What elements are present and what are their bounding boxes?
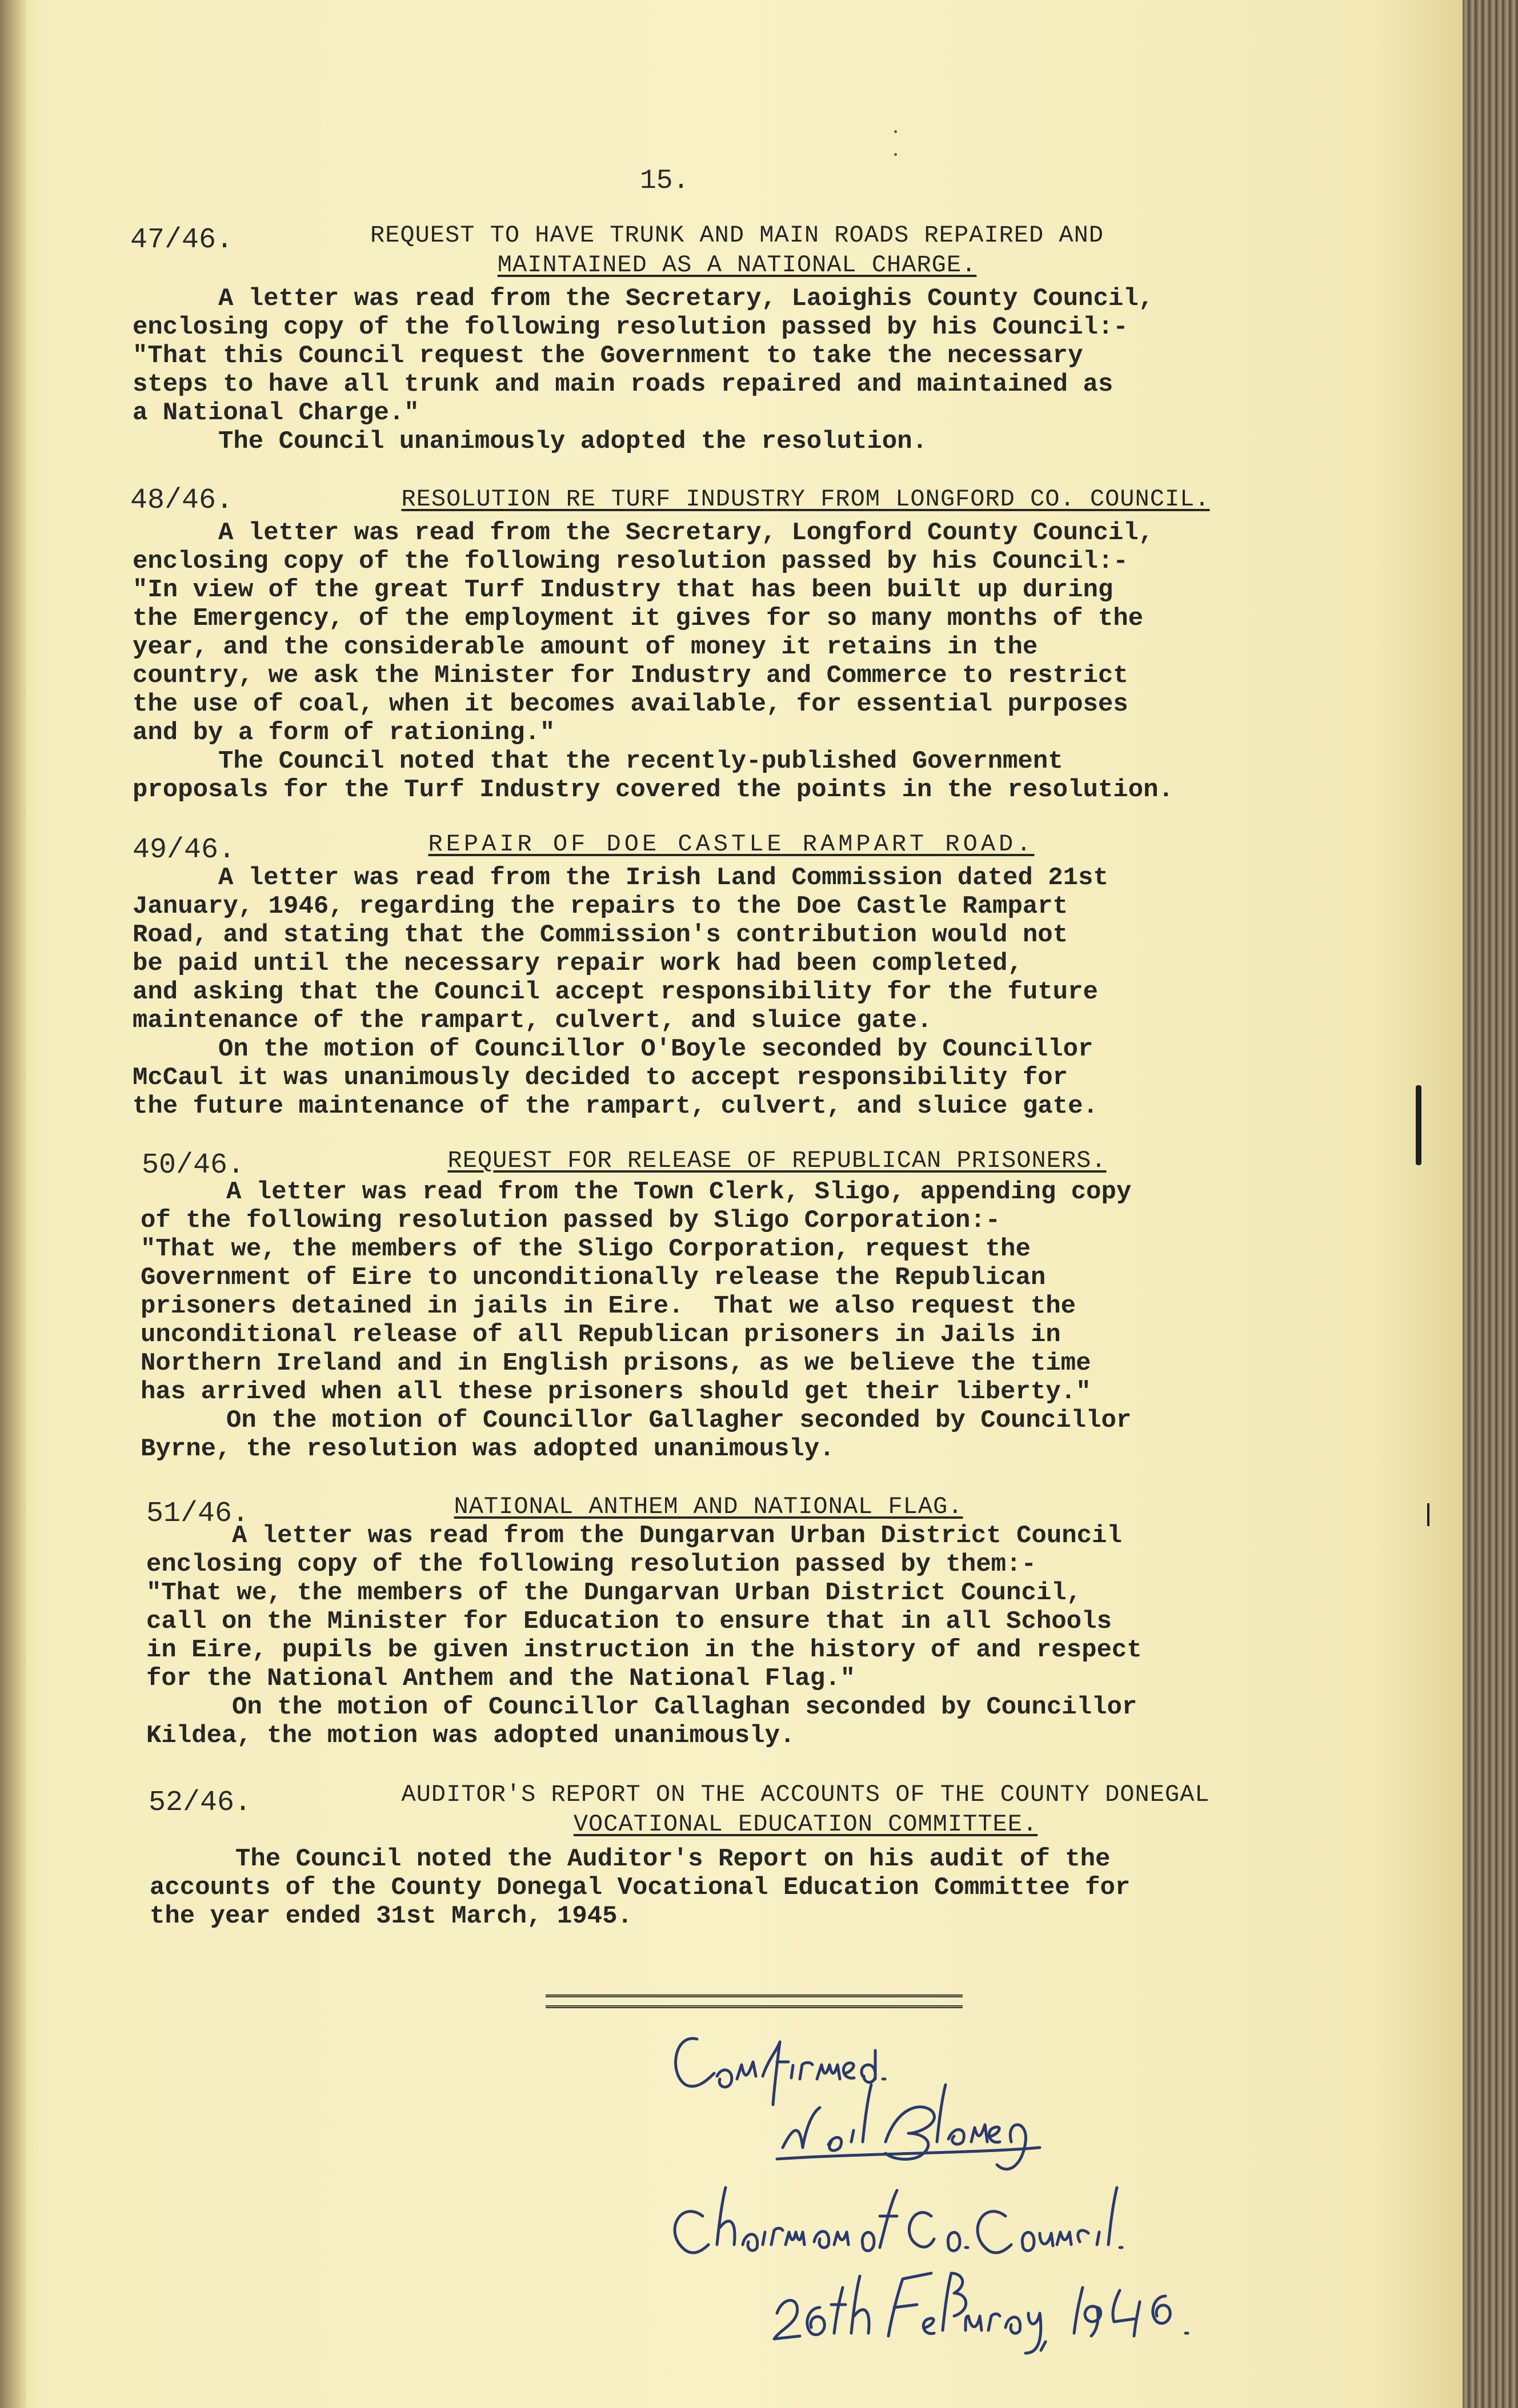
entry-body xyxy=(150,1845,1349,1931)
heading-line: REQUEST FOR RELEASE OF REPUBLICAN PRISONERS. xyxy=(447,1147,1107,1174)
body-line: and asking that the Council accept responsibility for the future xyxy=(133,978,1098,1006)
body-line: Government of Eire to unconditionally release the Republican xyxy=(141,1263,1046,1292)
body-line: prisoners detained in jails in Eire. That we also request the xyxy=(141,1292,1076,1321)
body-line: enclosing copy of the following resolution passed by his Council:- xyxy=(133,547,1128,576)
heading-line: AUDITOR'S REPORT ON THE ACCOUNTS OF THE COUNTY DONEGAL xyxy=(401,1781,1210,1808)
margin-ink-mark xyxy=(1427,1503,1429,1526)
body-line: a National Charge." xyxy=(133,399,419,427)
body-line: country, we ask the Minister for Industry and Commerce to restrict xyxy=(133,661,1128,690)
section-divider xyxy=(546,1994,963,2008)
body-line: January, 1946, regarding the repairs to the Doe Castle Rampart xyxy=(133,892,1068,921)
body-line: A letter was read from the Secretary, Laoighis County Council, xyxy=(218,284,1154,313)
body-line: On the motion of Councillor Gallagher seconded by Councillor xyxy=(226,1406,1132,1435)
body-line: Kildea, the motion was adopted unanimously. xyxy=(146,1721,795,1750)
entry-number: 51/46. xyxy=(146,1498,250,1530)
entry-heading xyxy=(303,220,1171,280)
entry-body xyxy=(133,864,1332,1121)
body-line: A letter was read from the Dungarvan Urban District Council xyxy=(232,1522,1122,1550)
body-line: On the motion of Councillor O'Boyle seconded by Councillor xyxy=(218,1035,1094,1063)
body-line: The Council unanimously adopted the resolution. xyxy=(218,427,928,456)
margin-ink-mark xyxy=(1416,1085,1421,1165)
entry-heading xyxy=(337,484,1274,514)
entry-heading xyxy=(394,829,1068,859)
paper-speck xyxy=(894,153,897,156)
body-line: of the following resolution passed by Sligo Corporation:- xyxy=(141,1206,1001,1235)
body-line: in Eire, pupils be given instruction in the history of and respect xyxy=(146,1636,1142,1664)
heading-line: MAINTAINED AS A NATIONAL CHARGE. xyxy=(497,251,977,279)
paper-speck xyxy=(894,130,897,133)
body-line: steps to have all trunk and main roads repaired and maintained as xyxy=(133,370,1114,399)
heading-line: RESOLUTION RE TURF INDUSTRY FROM LONGFORD CO. COUNCIL. xyxy=(401,485,1210,513)
body-line: enclosing copy of the following resolution passed by them:- xyxy=(146,1550,1036,1579)
entry-body xyxy=(133,519,1332,804)
heading-line: VOCATIONAL EDUCATION COMMITTEE. xyxy=(573,1811,1038,1838)
body-line: McCaul it was unanimously decided to accept responsibility for xyxy=(133,1063,1068,1092)
body-line: the year ended 31st March, 1945. xyxy=(150,1902,632,1931)
body-line: Northern Ireland and in English prisons, as we believe the time xyxy=(141,1349,1091,1378)
entry-body xyxy=(146,1522,1346,1750)
heading-line: REPAIR OF DOE CASTLE RAMPART ROAD. xyxy=(428,830,1035,858)
body-line: "That this Council request the Government to take the necessary xyxy=(133,342,1083,370)
entry-number: 50/46. xyxy=(142,1149,245,1182)
entry-number: 49/46. xyxy=(133,834,236,866)
body-line: call on the Minister for Education to ensure that in all Schools xyxy=(146,1607,1112,1636)
body-line: and by a form of rationing." xyxy=(133,719,555,747)
page-number: 15. xyxy=(640,166,690,196)
body-line: the future maintenance of the rampart, culvert, and sluice gate. xyxy=(133,1092,1098,1121)
body-line: The Council noted the Auditor's Report on his audit of the xyxy=(235,1845,1111,1873)
body-line: unconditional release of all Republican prisoners in Jails in xyxy=(141,1321,1061,1349)
heading-line: REQUEST TO HAVE TRUNK AND MAIN ROADS REPAIRED AND xyxy=(370,222,1104,249)
body-line: maintenance of the rampart, culvert, and sluice gate. xyxy=(133,1006,932,1035)
entry-heading xyxy=(394,1146,1160,1175)
body-line: "In view of the great Turf Industry that has been built up during xyxy=(133,576,1114,604)
body-line: has arrived when all these prisoners should get their liberty." xyxy=(141,1378,1091,1406)
entry-number: 47/46. xyxy=(130,224,234,256)
body-line: proposals for the Turf Industry covered the points in the resolution. xyxy=(133,776,1173,804)
body-line: "That we, the members of the Dungarvan Urban District Council, xyxy=(146,1579,1082,1607)
body-line: accounts of the County Donegal Vocational Education Committee for xyxy=(150,1873,1131,1902)
page-binding xyxy=(0,0,26,2408)
book-page-edges xyxy=(1463,0,1518,2408)
heading-line: NATIONAL ANTHEM AND NATIONAL FLAG. xyxy=(454,1493,963,1520)
body-line: "That we, the members of the Sligo Corporation, request the xyxy=(141,1235,1031,1263)
body-line: the use of coal, when it becomes available, for essential purposes xyxy=(133,690,1128,719)
entry-number: 48/46. xyxy=(130,484,234,517)
entry-heading xyxy=(337,1780,1274,1839)
handwritten-signature xyxy=(663,2022,1291,2387)
entry-number: 52/46. xyxy=(149,1787,252,1819)
body-line: Road, and stating that the Commission's contribution would not xyxy=(133,921,1068,949)
body-line: be paid until the necessary repair work had been completed, xyxy=(133,949,1023,978)
entry-heading xyxy=(400,1492,1017,1522)
entry-body xyxy=(133,284,1332,456)
body-line: Byrne, the resolution was adopted unanimously. xyxy=(141,1435,835,1463)
body-line: On the motion of Councillor Callaghan seconded by Councillor xyxy=(232,1693,1138,1721)
body-line: A letter was read from the Secretary, Longford County Council, xyxy=(218,519,1154,547)
body-line: year, and the considerable amount of money it retains in the xyxy=(133,633,1038,661)
body-line: enclosing copy of the following resolution passed by his Council:- xyxy=(133,313,1128,342)
body-line: A letter was read from the Town Clerk, Sligo, appending copy xyxy=(226,1178,1132,1206)
body-line: the Emergency, of the employment it gives for so many months of the xyxy=(133,604,1144,633)
body-line: The Council noted that the recently-published Government xyxy=(218,747,1063,776)
entry-body xyxy=(141,1178,1340,1463)
body-line: A letter was read from the Irish Land Commission dated 21st xyxy=(218,864,1108,892)
body-line: for the National Anthem and the National Flag." xyxy=(146,1664,856,1693)
